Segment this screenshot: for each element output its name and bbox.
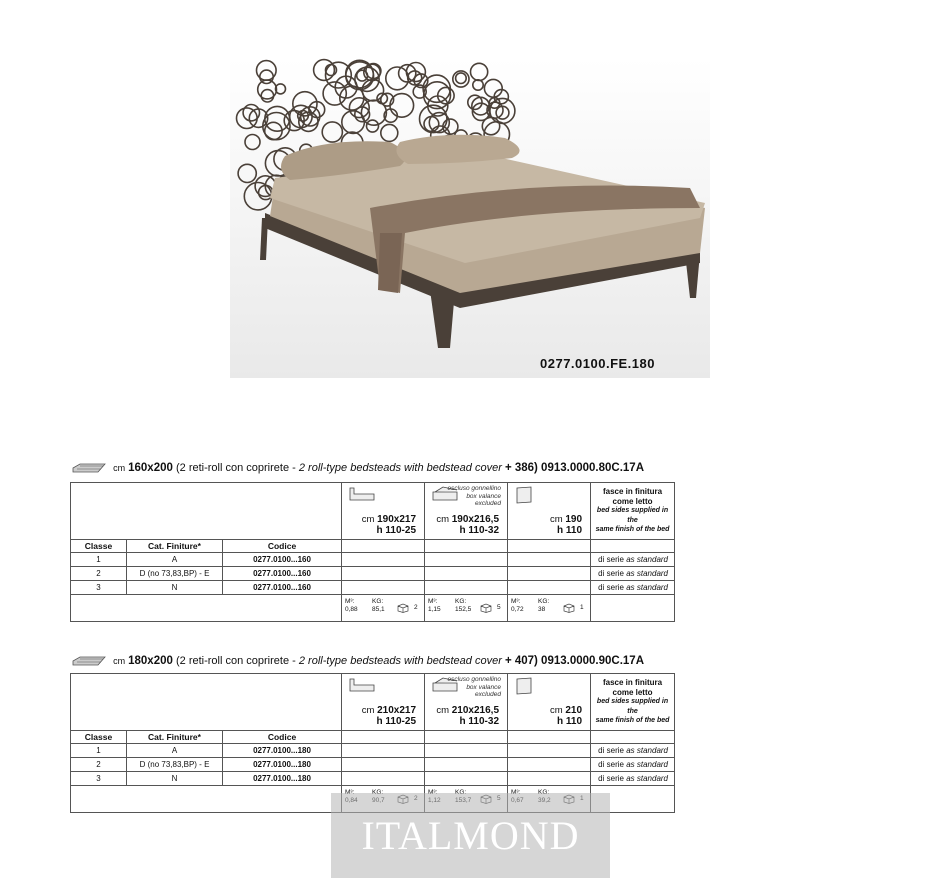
- size-col-1: cm 210x217 h 110-25: [342, 674, 425, 731]
- col-classe: Classe: [71, 731, 127, 744]
- package-icon: [563, 603, 575, 613]
- finish-note: fasce in finitura come letto bed sides supplied in the same finish of the bed: [591, 483, 675, 540]
- size-col-3: cm 190 h 110: [508, 483, 591, 540]
- pack-info-3: M³: 0,72 KG: 38 1: [508, 595, 591, 622]
- spec-table-180: [70, 673, 675, 813]
- section-2-header: cm 180x200 (2 reti-roll con coprirete - 2 roll-type bedsteads with bedstead cover + 407) 0913.0000.90C.17A: [72, 655, 644, 667]
- finish-note: fasce in finitura come letto bed sides supplied in the same finish of the bed: [591, 674, 675, 731]
- col-classe: Classe: [71, 540, 127, 553]
- bed-outline-icon: [348, 486, 376, 502]
- table-row: 1 A 0277.0100...180 di serie as standard: [71, 744, 675, 758]
- headboard-icon: [514, 486, 534, 504]
- table-row: 3 N 0277.0100...180 di serie as standard: [71, 772, 675, 786]
- package-icon: [480, 603, 492, 613]
- col-cat: Cat. Finiture*: [127, 540, 223, 553]
- size-col-2: escluso gonnellino box valance excluded cm 210x216,5 h 110-32: [425, 674, 508, 731]
- col-codice: Codice: [223, 731, 342, 744]
- blank-header: [71, 674, 342, 731]
- pack-info-1: M³: 0,88 KG: 85,1 2: [342, 595, 425, 622]
- size-col-3: cm 210 h 110: [508, 674, 591, 731]
- bed-outline-icon: [348, 677, 376, 693]
- watermark: ITALMOND: [331, 793, 610, 878]
- size-col-2: escluso gonnellino box valance excluded cm 190x216,5 h 110-32: [425, 483, 508, 540]
- bed-photo: [230, 58, 710, 378]
- table-row: 3 N 0277.0100...160 di serie as standard: [71, 581, 675, 595]
- product-code-label: 0277.0100.FE.180: [540, 356, 655, 371]
- spec-table-160: [70, 482, 675, 622]
- bedstead-icon: [72, 463, 106, 473]
- table-row: 2 D (no 73,83,BP) - E 0277.0100...160 di serie as standard: [71, 567, 675, 581]
- table-row: 1 A 0277.0100...160 di serie as standard: [71, 553, 675, 567]
- table-row: 2 D (no 73,83,BP) - E 0277.0100...180 di serie as standard: [71, 758, 675, 772]
- headboard-icon: [514, 677, 534, 695]
- bedstead-icon: [72, 656, 106, 666]
- blank-header: [71, 483, 342, 540]
- section-1-header: cm 160x200 (2 reti-roll con coprirete - 2 roll-type bedsteads with bedstead cover + 386) 0913.0000.80C.17A: [72, 462, 644, 474]
- pack-info-2: M³: 1,15 KG: 152,5 5: [425, 595, 508, 622]
- col-codice: Codice: [223, 540, 342, 553]
- package-icon: [397, 603, 409, 613]
- col-cat: Cat. Finiture*: [127, 731, 223, 744]
- size-col-1: cm 190x217 h 110-25: [342, 483, 425, 540]
